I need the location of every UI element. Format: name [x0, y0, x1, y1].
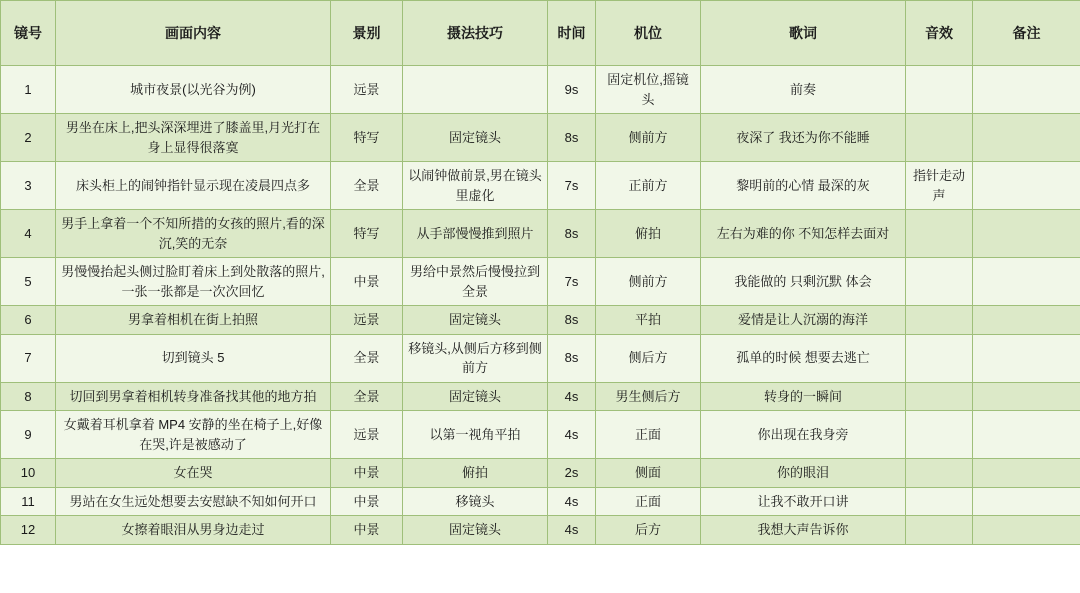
cell-remark	[973, 114, 1080, 162]
cell-camera: 俯拍	[596, 210, 701, 258]
cell-shot-no: 1	[1, 66, 56, 114]
cell-remark	[973, 382, 1080, 411]
cell-camera: 正前方	[596, 162, 701, 210]
cell-camera: 后方	[596, 516, 701, 545]
cell-shot-type: 远景	[331, 66, 403, 114]
cell-time: 4s	[548, 487, 596, 516]
cell-shot-no: 10	[1, 459, 56, 488]
cell-shot-type: 特写	[331, 210, 403, 258]
cell-sfx	[906, 334, 973, 382]
cell-remark	[973, 162, 1080, 210]
cell-shot-no: 5	[1, 258, 56, 306]
cell-remark	[973, 66, 1080, 114]
cell-shot-type: 远景	[331, 411, 403, 459]
cell-sfx	[906, 114, 973, 162]
cell-time: 8s	[548, 210, 596, 258]
cell-shot-type: 全景	[331, 382, 403, 411]
cell-content: 切到镜头 5	[56, 334, 331, 382]
cell-shot-type: 远景	[331, 306, 403, 335]
table-row	[1, 258, 1080, 306]
cell-technique: 从手部慢慢推到照片	[403, 210, 548, 258]
cell-camera: 侧面	[596, 459, 701, 488]
cell-technique: 男给中景然后慢慢拉到全景	[403, 258, 548, 306]
cell-shot-type: 全景	[331, 162, 403, 210]
cell-remark	[973, 210, 1080, 258]
cell-shot-type: 特写	[331, 114, 403, 162]
table-row	[1, 459, 1080, 488]
cell-lyrics: 让我不敢开口讲	[701, 487, 906, 516]
cell-shot-type: 中景	[331, 258, 403, 306]
header-sfx: 音效	[906, 1, 973, 66]
cell-remark	[973, 459, 1080, 488]
table-row	[1, 516, 1080, 545]
cell-remark	[973, 516, 1080, 545]
table-row	[1, 162, 1080, 210]
cell-shot-type: 中景	[331, 487, 403, 516]
cell-time: 8s	[548, 306, 596, 335]
table-row	[1, 210, 1080, 258]
cell-shot-no: 4	[1, 210, 56, 258]
cell-lyrics: 你出现在我身旁	[701, 411, 906, 459]
cell-shot-no: 8	[1, 382, 56, 411]
cell-shot-type: 中景	[331, 459, 403, 488]
cell-technique: 以第一视角平拍	[403, 411, 548, 459]
cell-camera: 侧前方	[596, 258, 701, 306]
cell-content: 男慢慢抬起头侧过脸盯着床上到处散落的照片,一张一张都是一次次回忆	[56, 258, 331, 306]
cell-remark	[973, 258, 1080, 306]
cell-technique: 俯拍	[403, 459, 548, 488]
cell-content: 床头柜上的闹钟指针显示现在凌晨四点多	[56, 162, 331, 210]
table-row	[1, 487, 1080, 516]
table-row	[1, 306, 1080, 335]
table-row	[1, 114, 1080, 162]
cell-sfx	[906, 487, 973, 516]
cell-technique: 移镜头,从侧后方移到侧前方	[403, 334, 548, 382]
cell-camera: 男生侧后方	[596, 382, 701, 411]
cell-lyrics: 夜深了 我还为你不能睡	[701, 114, 906, 162]
cell-remark	[973, 306, 1080, 335]
header-technique: 摄法技巧	[403, 1, 548, 66]
cell-content: 切回到男拿着相机转身准备找其他的地方拍	[56, 382, 331, 411]
cell-time: 8s	[548, 334, 596, 382]
cell-camera: 平拍	[596, 306, 701, 335]
cell-camera: 侧前方	[596, 114, 701, 162]
cell-technique: 固定镜头	[403, 306, 548, 335]
cell-lyrics: 左右为难的你 不知怎样去面对	[701, 210, 906, 258]
cell-lyrics: 孤单的时候 想要去逃亡	[701, 334, 906, 382]
cell-technique: 以闹钟做前景,男在镜头里虚化	[403, 162, 548, 210]
cell-sfx	[906, 411, 973, 459]
cell-shot-no: 12	[1, 516, 56, 545]
cell-time: 4s	[548, 516, 596, 545]
cell-sfx	[906, 210, 973, 258]
cell-sfx	[906, 306, 973, 335]
cell-time: 7s	[548, 162, 596, 210]
cell-lyrics: 转身的一瞬间	[701, 382, 906, 411]
cell-shot-no: 11	[1, 487, 56, 516]
cell-sfx: 指针走动声	[906, 162, 973, 210]
cell-content: 男坐在床上,把头深深埋进了膝盖里,月光打在身上显得很落寞	[56, 114, 331, 162]
table-row	[1, 334, 1080, 382]
header-shot-no: 镜号	[1, 1, 56, 66]
cell-shot-type: 全景	[331, 334, 403, 382]
table-row	[1, 382, 1080, 411]
cell-shot-no: 9	[1, 411, 56, 459]
table-header-row	[1, 1, 1080, 66]
cell-lyrics: 我能做的 只剩沉默 体会	[701, 258, 906, 306]
cell-technique: 固定镜头	[403, 516, 548, 545]
cell-time: 8s	[548, 114, 596, 162]
cell-camera: 正面	[596, 487, 701, 516]
cell-sfx	[906, 258, 973, 306]
cell-technique: 固定镜头	[403, 114, 548, 162]
cell-lyrics: 爱情是让人沉溺的海洋	[701, 306, 906, 335]
cell-technique	[403, 66, 548, 114]
table-row	[1, 411, 1080, 459]
cell-sfx	[906, 66, 973, 114]
cell-lyrics: 黎明前的心情 最深的灰	[701, 162, 906, 210]
header-shot-type: 景别	[331, 1, 403, 66]
cell-remark	[973, 334, 1080, 382]
cell-content: 女在哭	[56, 459, 331, 488]
cell-camera: 固定机位,摇镜头	[596, 66, 701, 114]
table-row	[1, 66, 1080, 114]
cell-technique: 固定镜头	[403, 382, 548, 411]
cell-content: 城市夜景(以光谷为例)	[56, 66, 331, 114]
cell-content: 男拿着相机在街上拍照	[56, 306, 331, 335]
table-body	[1, 66, 1080, 545]
cell-camera: 侧后方	[596, 334, 701, 382]
cell-camera: 正面	[596, 411, 701, 459]
header-camera: 机位	[596, 1, 701, 66]
cell-shot-no: 7	[1, 334, 56, 382]
cell-lyrics: 我想大声告诉你	[701, 516, 906, 545]
cell-lyrics: 前奏	[701, 66, 906, 114]
header-lyrics: 歌词	[701, 1, 906, 66]
cell-content: 男站在女生远处想要去安慰缺不知如何开口	[56, 487, 331, 516]
header-remark: 备注	[973, 1, 1080, 66]
cell-time: 9s	[548, 66, 596, 114]
cell-sfx	[906, 459, 973, 488]
cell-content: 男手上拿着一个不知所措的女孩的照片,看的深沉,笑的无奈	[56, 210, 331, 258]
cell-sfx	[906, 382, 973, 411]
cell-shot-no: 6	[1, 306, 56, 335]
cell-time: 4s	[548, 382, 596, 411]
cell-shot-no: 3	[1, 162, 56, 210]
cell-technique: 移镜头	[403, 487, 548, 516]
cell-time: 2s	[548, 459, 596, 488]
cell-shot-type: 中景	[331, 516, 403, 545]
header-time: 时间	[548, 1, 596, 66]
header-content: 画面内容	[56, 1, 331, 66]
cell-time: 7s	[548, 258, 596, 306]
cell-content: 女戴着耳机拿着 MP4 安静的坐在椅子上,好像在哭,许是被感动了	[56, 411, 331, 459]
cell-remark	[973, 487, 1080, 516]
cell-shot-no: 2	[1, 114, 56, 162]
cell-sfx	[906, 516, 973, 545]
cell-remark	[973, 411, 1080, 459]
cell-lyrics: 你的眼泪	[701, 459, 906, 488]
cell-content: 女擦着眼泪从男身边走过	[56, 516, 331, 545]
cell-time: 4s	[548, 411, 596, 459]
